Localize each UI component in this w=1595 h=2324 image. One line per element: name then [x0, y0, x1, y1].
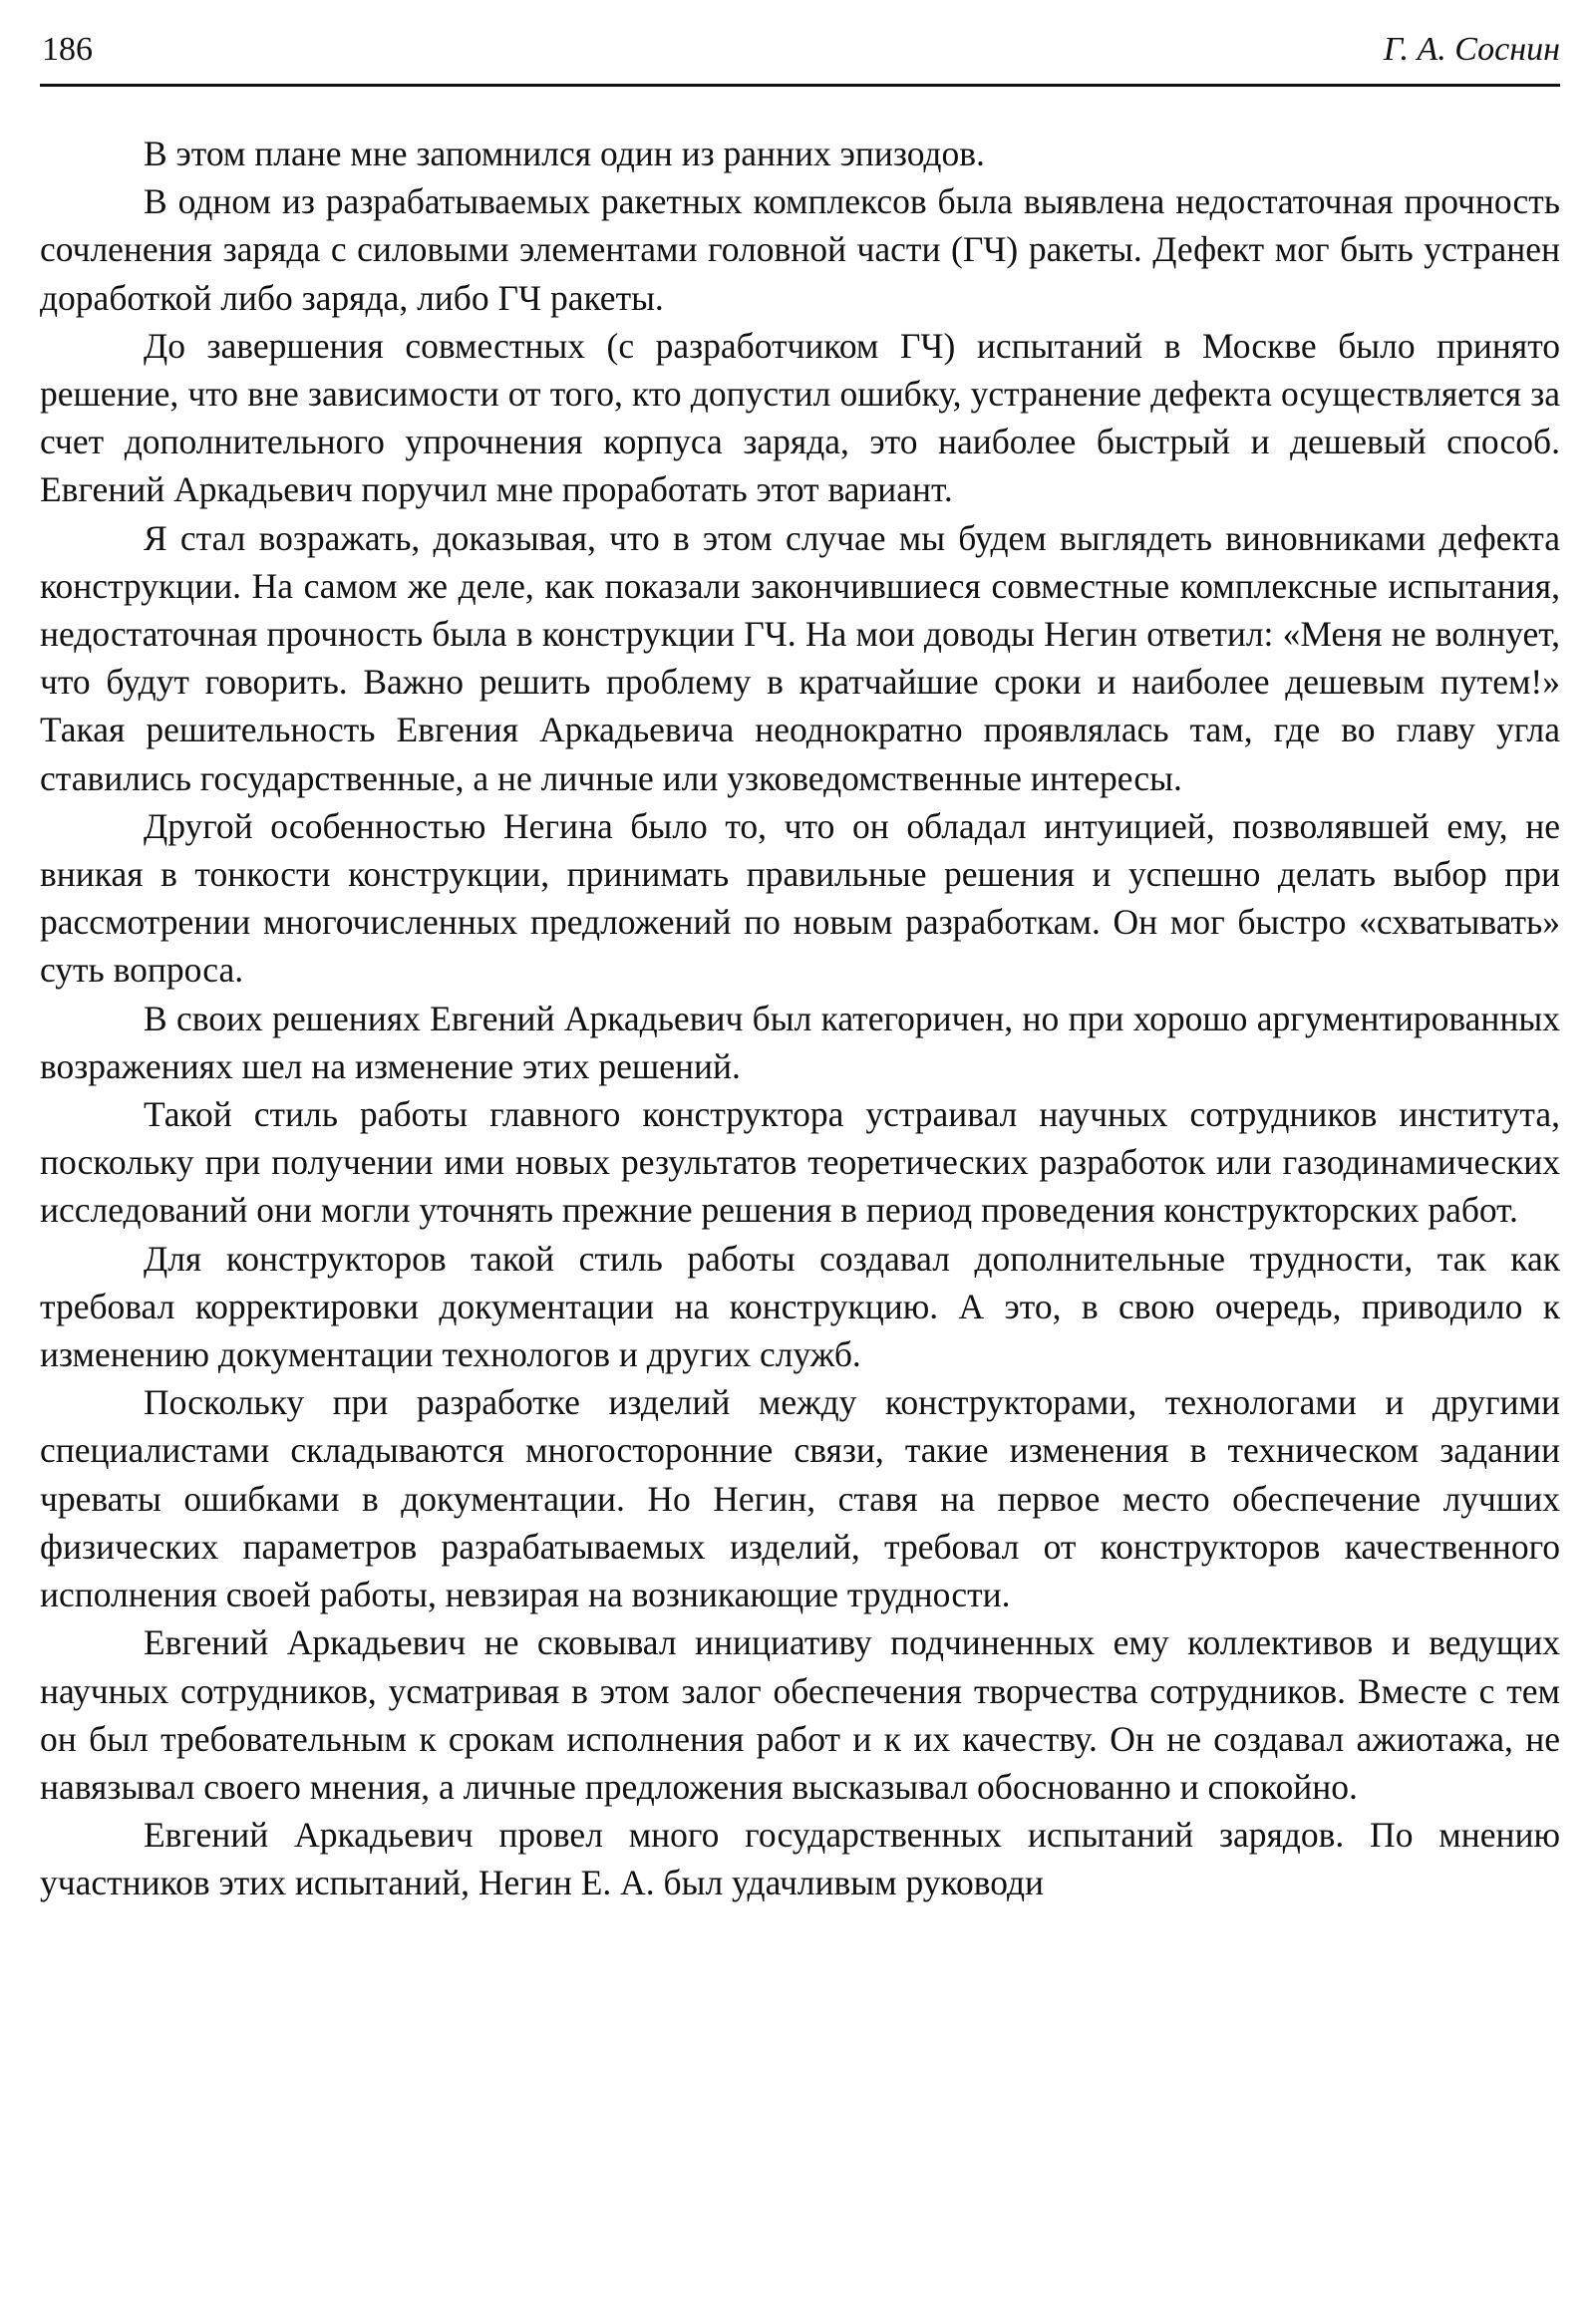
paragraph: В одном из разрабатываемых ракетных комплексов была выявлена недостаточная прочность сочленения заряда с силовыми элементами головной части (ГЧ) ракеты. Дефект мог быть устранен доработкой либо заряда, либо ГЧ ракеты. — [40, 181, 1560, 318]
book-page — [40, 0, 1560, 2324]
running-head-author: Г. А. Соснин — [1383, 31, 1560, 68]
body-text — [40, 130, 1560, 1907]
page-header — [40, 28, 1560, 87]
paragraph: Поскольку при разработке изделий между конструкторами, технологами и другими специалистами складываются многосторонние связи, такие изменения в техническом задании чреваты ошибками в документации. Но Негин, ставя на первое место обеспечение лучших физических параметров разрабатываемых изделий, требовал от конструкторов качественного исполнения своей работы, невзирая на возникающие трудности. — [40, 1382, 1560, 1615]
paragraph: Я стал возражать, доказывая, что в этом случае мы будем выглядеть виновниками дефекта конструкции. На самом же деле, как показали закончившиеся совместные комплексные испытания, недостаточная прочность была в конструкции ГЧ. На мои доводы Негин ответил: «Меня не волнует, что будут говорить. Важно решить проблему в кратчайшие сроки и наиболее дешевым путем!» Такая решительность Евгения Аркадьевича неоднократно проявлялась там, где во главу угла ставились государственные, а не личные или узковедомственные интересы. — [40, 517, 1560, 798]
paragraph: Для конструкторов такой стиль работы создавал дополнительные трудности, так как требовал корректировки документации на конструкцию. А это, в свою очередь, приводило к изменению документации технологов и других служб. — [40, 1238, 1560, 1375]
paragraph: В этом плане мне запомнился один из ранних эпизодов. — [144, 134, 985, 173]
paragraph: Евгений Аркадьевич провел много государственных испытаний зарядов. По мнению участников этих испытаний, Негин Е. А. был удачливым руководи — [40, 1815, 1560, 1903]
paragraph: Такой стиль работы главного конструктора устраивал научных сотрудников института, поскольку при получении ими новых результатов теоретических разработок или газодинамических исследований они могли уточнять прежние решения в период проведения конструкторских работ. — [40, 1094, 1560, 1231]
paragraph: Другой особенностью Негина было то, что он обладал интуицией, позволявшей ему, не вникая в тонкости конструкции, принимать правильные решения и успешно делать выбор при рассмотрении многочисленных предложений по новым разработкам. Он мог быстро «схватывать» суть вопроса. — [40, 805, 1560, 991]
paragraph: До завершения совместных (с разработчиком ГЧ) испытаний в Москве было принято решение, что вне зависимости от того, кто допустил ошибку, устранение дефекта осуществляется за счет дополнительного упрочнения корпуса заряда, это наиболее быстрый и дешевый способ. Евгений Аркадьевич поручил мне проработать этот вариант. — [40, 325, 1560, 510]
paragraph: В своих решениях Евгений Аркадьевич был категоричен, но при хорошо аргументированных возражениях шел на изменение этих решений. — [40, 998, 1560, 1086]
page-number: 186 — [42, 31, 93, 68]
paragraph: Евгений Аркадьевич не сковывал инициативу подчиненных ему коллективов и ведущих научных сотрудников, усматривая в этом залог обеспечения творчества сотрудников. Вместе с тем он был требовательным к срокам исполнения работ и к их качеству. Он не создавал ажиотажа, не навязывал своего мнения, а личные предложения высказывал обоснованно и спокойно. — [40, 1622, 1560, 1807]
